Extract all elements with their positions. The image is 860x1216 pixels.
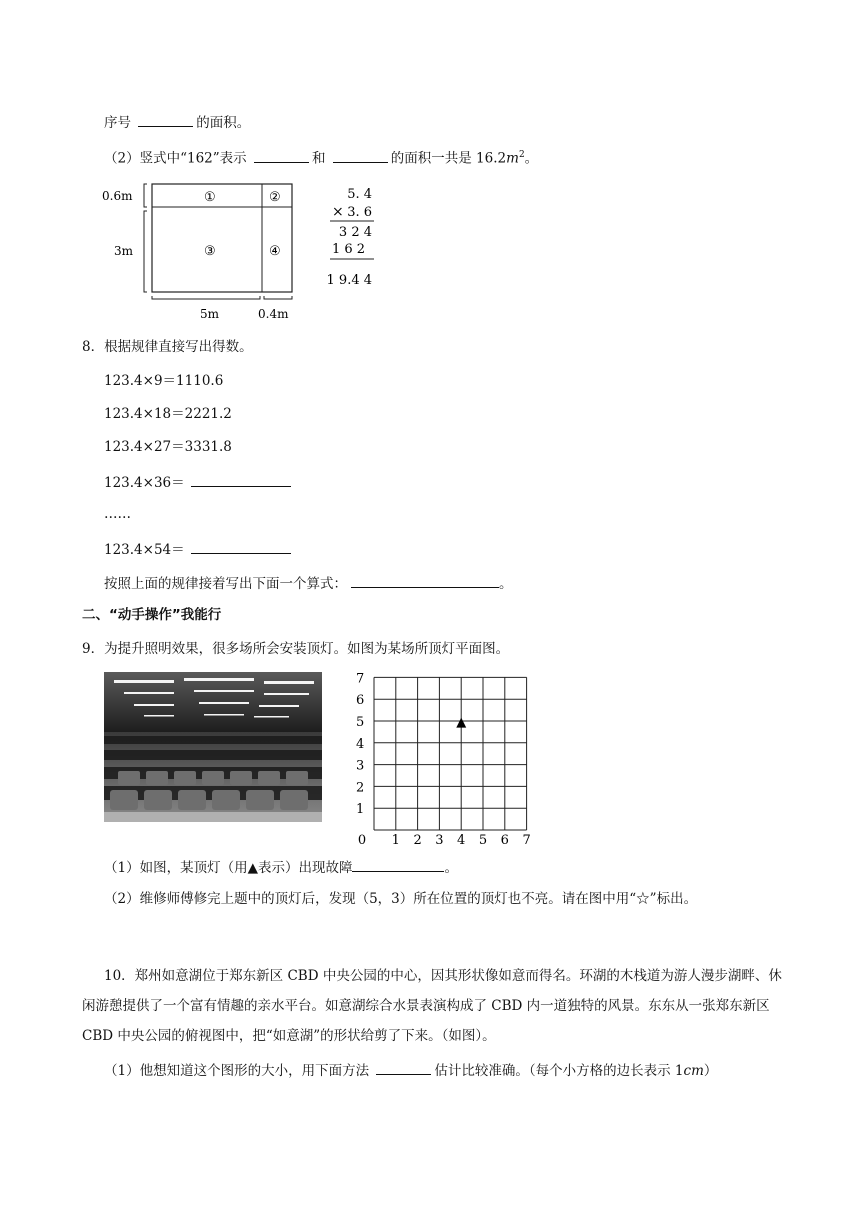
grid-y-label: 1 — [356, 802, 365, 818]
q9-title: 9．为提升照明效果，很多场所会安装顶灯。如图为某场所顶灯平面图。 — [82, 641, 510, 657]
calc-row-1: 5. 4 — [347, 187, 372, 202]
grid-y-label: 6 — [356, 693, 365, 709]
q8-ellipsis: …… — [104, 506, 131, 522]
grid-y-label: 5 — [356, 715, 365, 730]
q8-eq-4-line — [104, 472, 291, 492]
calc-multiply-sign: × — [332, 204, 344, 220]
grid-x-label: 7 — [522, 833, 531, 848]
dim-bottom-b-label: 0.4m — [258, 307, 289, 321]
grid-x-label: 4 — [457, 833, 466, 848]
q9-part2: （2）维修师傅修完上题中的顶灯后，发现（5，3）所在位置的顶灯也不亮。请在图中用“☆”标出。 — [104, 891, 698, 907]
q9-part1-end: 。 — [444, 860, 458, 876]
q7-part2-text: （2）竖式中“162”表示 — [104, 150, 247, 167]
q10-part1-line — [104, 1060, 717, 1080]
q9-part1-line — [104, 857, 458, 877]
grid-x-label: 1 — [391, 833, 400, 848]
answer-blank[interactable] — [376, 1060, 431, 1075]
auditorium-photo — [104, 672, 322, 822]
faulty-light-marker: ▲ — [456, 715, 467, 730]
grid-x-label: 6 — [500, 833, 509, 848]
area-figure — [100, 176, 300, 321]
unit-sup: 2 — [518, 150, 525, 160]
calc-row-2: 3. 6 — [347, 205, 372, 220]
grid-x-label: 5 — [478, 833, 488, 848]
answer-blank[interactable] — [254, 148, 309, 163]
grid-y-label: 7 — [356, 671, 365, 687]
q7-seq-end: 的面积。 — [196, 115, 251, 131]
answer-blank[interactable] — [138, 112, 193, 127]
answer-blank[interactable] — [333, 148, 388, 163]
grid-x-label: 2 — [413, 833, 422, 848]
dim-left-label: 3m — [114, 244, 134, 258]
section-2-title: 二、“动手操作”我能行 — [82, 607, 222, 623]
q7-part2-end: 的面积一共是 16.2 — [390, 150, 507, 167]
answer-blank[interactable] — [351, 573, 499, 588]
q8-next-end: 。 — [499, 576, 513, 592]
q7-part2-line — [104, 146, 538, 168]
region-3-label: ③ — [204, 244, 216, 259]
q8-eq-5-line — [104, 539, 291, 559]
grid-y-label: 2 — [356, 780, 365, 796]
q8-eq-4: 123.4×36＝ — [104, 475, 185, 491]
q10-text: 10．郑州如意湖位于郑东新区 CBD 中央公园的中心，因其形状像如意而得名。环湖的木栈道为游人漫步湖畔、休闲游憩提供了一个富有情趣的亲水平台。如意湖综合水景表演构成了 CBD 内一道独特的风景。东东从一张郑东新区 CBD 中央公园的俯视图中，把“如意湖”的形状给剪了下来。（如图）。 — [82, 968, 782, 1044]
q7-part2-and: 和 — [311, 150, 326, 167]
calc-row-4: 1 6 2 — [332, 242, 366, 257]
q8-title: 8．根据规律直接写出得数。 — [82, 339, 253, 355]
grid-x-label: 3 — [435, 833, 444, 848]
grid-y-label: 4 — [356, 736, 365, 752]
region-4-label: ④ — [269, 244, 281, 259]
q8-next-text: 按照上面的规律接着写出下面一个算式： — [104, 576, 347, 592]
answer-blank[interactable] — [191, 539, 291, 554]
dim-top-label: 0.6m — [102, 189, 133, 203]
q8-next-line — [104, 573, 513, 593]
auditorium-photo-drawing — [104, 672, 322, 822]
q9-part1-text: （1）如图，某顶灯（用▲表示）出现故障 — [104, 860, 353, 876]
q10-part1-text: （1）他想知道这个图形的大小，用下面方法 — [104, 1063, 370, 1079]
q8-eq-3: 123.4×27＝3331.8 — [104, 439, 232, 455]
q7-part2-period: 。 — [524, 150, 539, 167]
region-2-label: ② — [269, 190, 281, 205]
grid-x-label: 0 — [357, 833, 367, 848]
grid-y-label: 3 — [356, 758, 365, 774]
calc-row-5: 1 9.4 4 — [326, 273, 372, 288]
q10-part1-end: 估计比较准确。（每个小方格的边长表示 1 — [434, 1063, 684, 1079]
answer-blank[interactable] — [352, 857, 444, 872]
q10-part1-close: ） — [703, 1063, 718, 1079]
q8-eq-1: 123.4×9＝1110.6 — [104, 373, 224, 389]
region-1-label: ① — [204, 190, 216, 205]
unit-m: m — [506, 150, 519, 167]
unit-cm: cm — [683, 1063, 704, 1079]
q7-seq-line — [104, 112, 250, 132]
calc-row-3: 3 2 4 — [338, 225, 372, 240]
q7-seq-label: 序号 — [104, 115, 131, 131]
answer-blank[interactable] — [191, 472, 291, 487]
coordinate-grid[interactable] — [336, 664, 531, 849]
q8-eq-5: 123.4×54＝ — [104, 542, 185, 558]
vertical-multiplication — [326, 184, 380, 289]
q8-eq-2: 123.4×18＝2221.2 — [104, 406, 232, 422]
dim-bottom-a-label: 5m — [200, 307, 220, 321]
